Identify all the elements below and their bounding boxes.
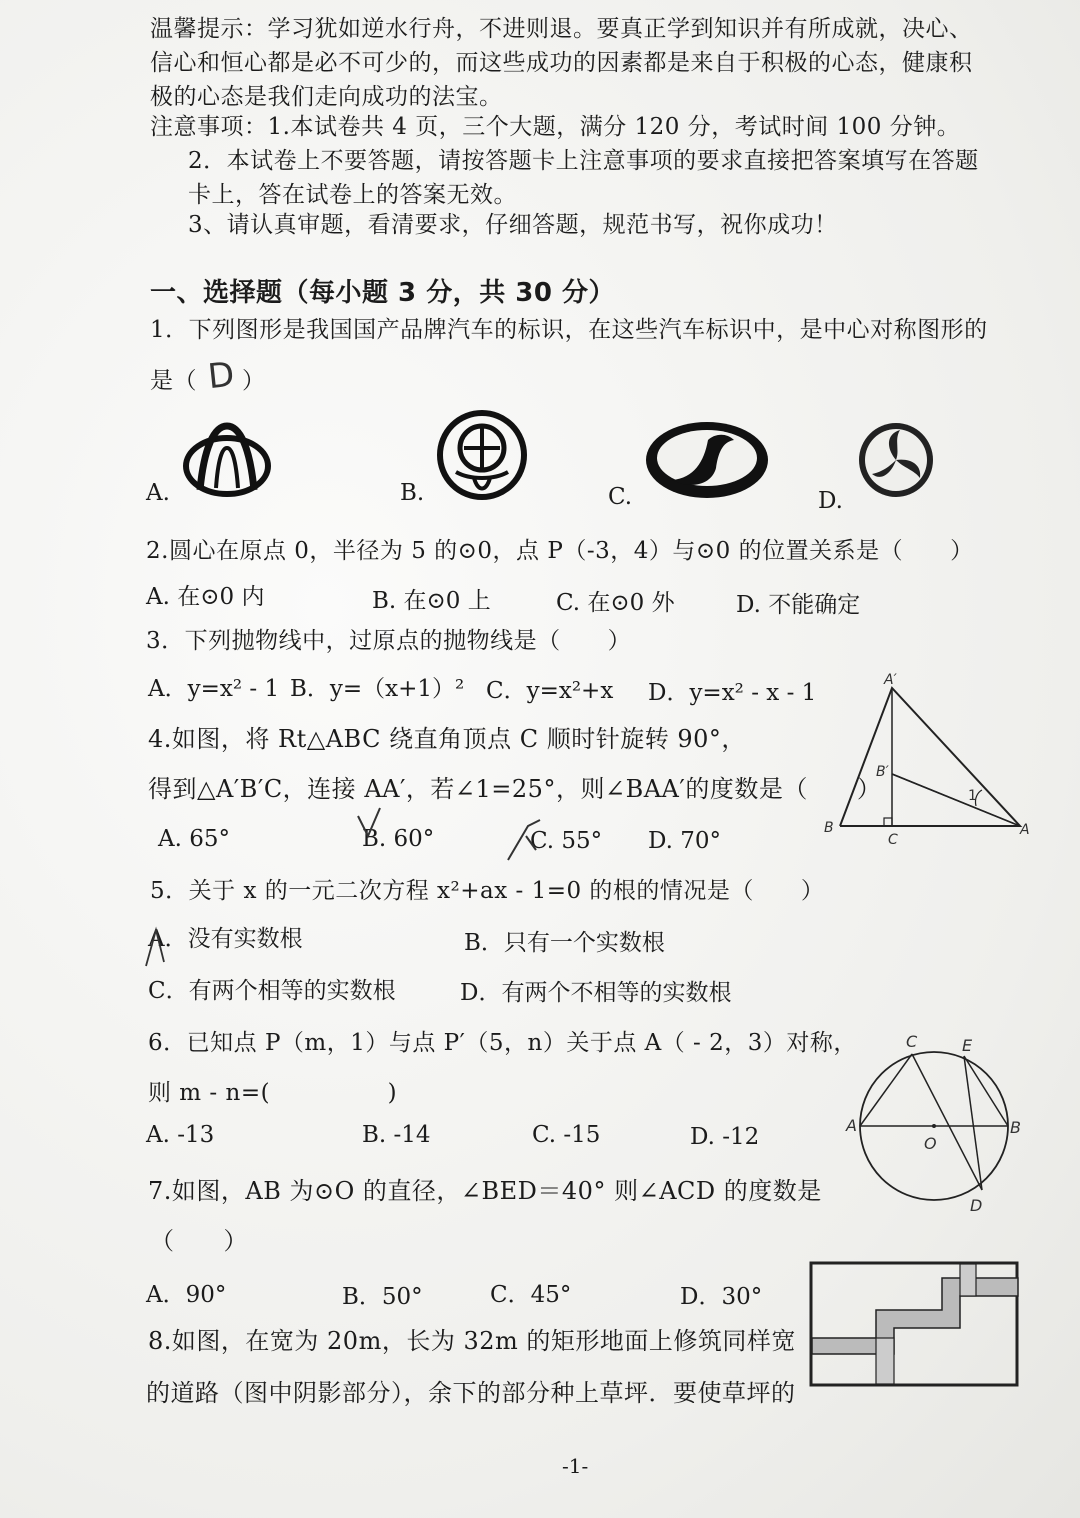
q6-stem-2: 则 m - n=( )	[148, 1080, 398, 1106]
logo-c-icon	[642, 418, 772, 502]
q4-option-b: B. 60°	[362, 826, 435, 852]
q8-stem-1: 8.如图，在宽为 20m，长为 32m 的矩形地面上修筑同样宽	[148, 1327, 796, 1355]
q7-option-d: D．30°	[680, 1284, 763, 1310]
q7-label-b: B	[1010, 1118, 1021, 1137]
q4-label-left: B	[824, 820, 834, 836]
q7-option-b: B．50°	[342, 1284, 423, 1310]
q8-road-figure	[810, 1262, 1020, 1388]
q2-option-a: A. 在⊙0 内	[146, 584, 265, 610]
q1-option-d: D.	[818, 488, 843, 514]
q3-option-a: A．y=x² - 1	[148, 676, 280, 702]
q3-option-b: B．y=（x+1）²	[290, 676, 465, 702]
q5-strike-a	[142, 926, 168, 968]
instructions-line-4: 3、请认真审题，看清要求，仔细答题，规范书写，祝你成功！	[188, 212, 838, 238]
q7-label-o: O	[924, 1134, 937, 1153]
q4-stem-1: 4.如图，将 Rt△ABC 绕直角顶点 C 顺时针旋转 90°，	[148, 725, 746, 753]
q4-stem-2: 得到△A′B′C，连接 AA′，若∠1=25°，则∠BAA′的度数是（ ）	[148, 775, 882, 803]
q7-stem-2: （ ）	[150, 1227, 248, 1255]
q6-option-d: D. -12	[690, 1124, 760, 1150]
q4-label-bottom: C	[888, 832, 898, 848]
section-title: 一、选择题（每小题 3 分，共 30 分）	[150, 278, 615, 308]
q3-stem: 3．下列抛物线中，过原点的抛物线是（ ）	[146, 628, 632, 654]
q4-triangle-figure	[826, 678, 1036, 848]
q4-checkmark-c	[506, 816, 546, 866]
q5-option-c: C．有两个相等的实数根	[148, 978, 396, 1004]
q6-stem-1: 6．已知点 P（m，1）与点 P′（5，n）关于点 A（ - 2，3）对称，	[148, 1030, 857, 1056]
q7-option-c: C．45°	[490, 1282, 572, 1308]
q6-option-b: B. -14	[362, 1122, 431, 1148]
instructions-line-3: 卡上，答在试卷上的答案无效。	[188, 182, 517, 208]
q3-option-d: D．y=x² - x - 1	[648, 680, 817, 706]
logo-b-icon	[434, 410, 530, 500]
q5-option-b: B．只有一个实数根	[464, 930, 665, 956]
notice-line-3: 极的心态是我们走向成功的法宝。	[150, 84, 503, 110]
q4-label-top: A′	[884, 672, 897, 688]
q3-option-c: C．y=x²+x	[486, 678, 614, 704]
q4-label-right: A	[1020, 822, 1030, 838]
q4-label-mid: B′	[876, 764, 889, 780]
q2-stem: 2.圆心在原点 0，半径为 5 的⊙0，点 P（-3，4）与⊙0 的位置关系是（ ）	[146, 538, 974, 564]
q1-option-a: A.	[146, 480, 170, 506]
q4-option-a: A. 65°	[158, 826, 230, 852]
logo-a-icon	[182, 418, 272, 498]
q8-stem-2: 的道路（图中阴影部分），余下的部分种上草坪．要使草坪的	[146, 1379, 796, 1407]
q5-option-a: A．没有实数根	[148, 926, 303, 952]
q7-stem-1: 7.如图，AB 为⊙O 的直径，∠BED＝40° 则∠ACD 的度数是	[148, 1177, 822, 1205]
q2-option-d: D. 不能确定	[736, 592, 861, 618]
q7-label-d: D	[970, 1196, 983, 1215]
q7-label-c: C	[906, 1032, 918, 1051]
notice-line-1: 温馨提示：学习犹如逆水行舟，不进则退。要真正学到知识并有所成就，决心、	[150, 16, 973, 42]
instructions-line-2: 2．本试卷上不要答题，请按答题卡上注意事项的要求直接把答案填写在答题	[188, 148, 979, 174]
q4-option-c: C. 55°	[530, 828, 603, 854]
q1-stem-2-end: ）	[242, 368, 266, 394]
notice-line-2: 信心和恒心都是必不可少的，而这些成功的因素都是来自于积极的心态，健康积	[150, 50, 973, 76]
q4-label-angle: 1	[968, 788, 977, 804]
q5-stem: 5．关于 x 的一元二次方程 x²+ax - 1=0 的根的情况是（ ）	[150, 878, 825, 904]
q6-option-c: C. -15	[532, 1122, 601, 1148]
q2-option-b: B. 在⊙0 上	[372, 588, 491, 614]
q7-label-e: E	[962, 1036, 973, 1055]
q1-handwritten-answer: D	[205, 354, 237, 398]
instructions-line-1: 注意事项：1.本试卷共 4 页，三个大题，满分 120 分，考试时间 100 分钟。	[150, 114, 961, 140]
q7-option-a: A．90°	[146, 1282, 227, 1308]
q1-stem-2: 是（	[150, 368, 197, 394]
q1-option-c: C.	[608, 484, 633, 510]
q5-option-d: D．有两个不相等的实数根	[460, 980, 732, 1006]
logo-d-icon	[856, 418, 936, 502]
q6-option-a: A. -13	[146, 1122, 215, 1148]
q2-option-c: C. 在⊙0 外	[556, 590, 675, 616]
q1-stem-1: 1．下列图形是我国国产品牌汽车的标识，在这些汽车标识中，是中心对称图形的	[150, 317, 988, 343]
q1-option-b: B.	[400, 480, 425, 506]
page-number: -1-	[562, 1454, 589, 1478]
q7-label-a: A	[846, 1116, 857, 1135]
q7-circle-figure	[852, 1040, 1032, 1220]
q4-checkmark-b	[354, 806, 384, 846]
q4-option-d: D. 70°	[648, 828, 722, 854]
